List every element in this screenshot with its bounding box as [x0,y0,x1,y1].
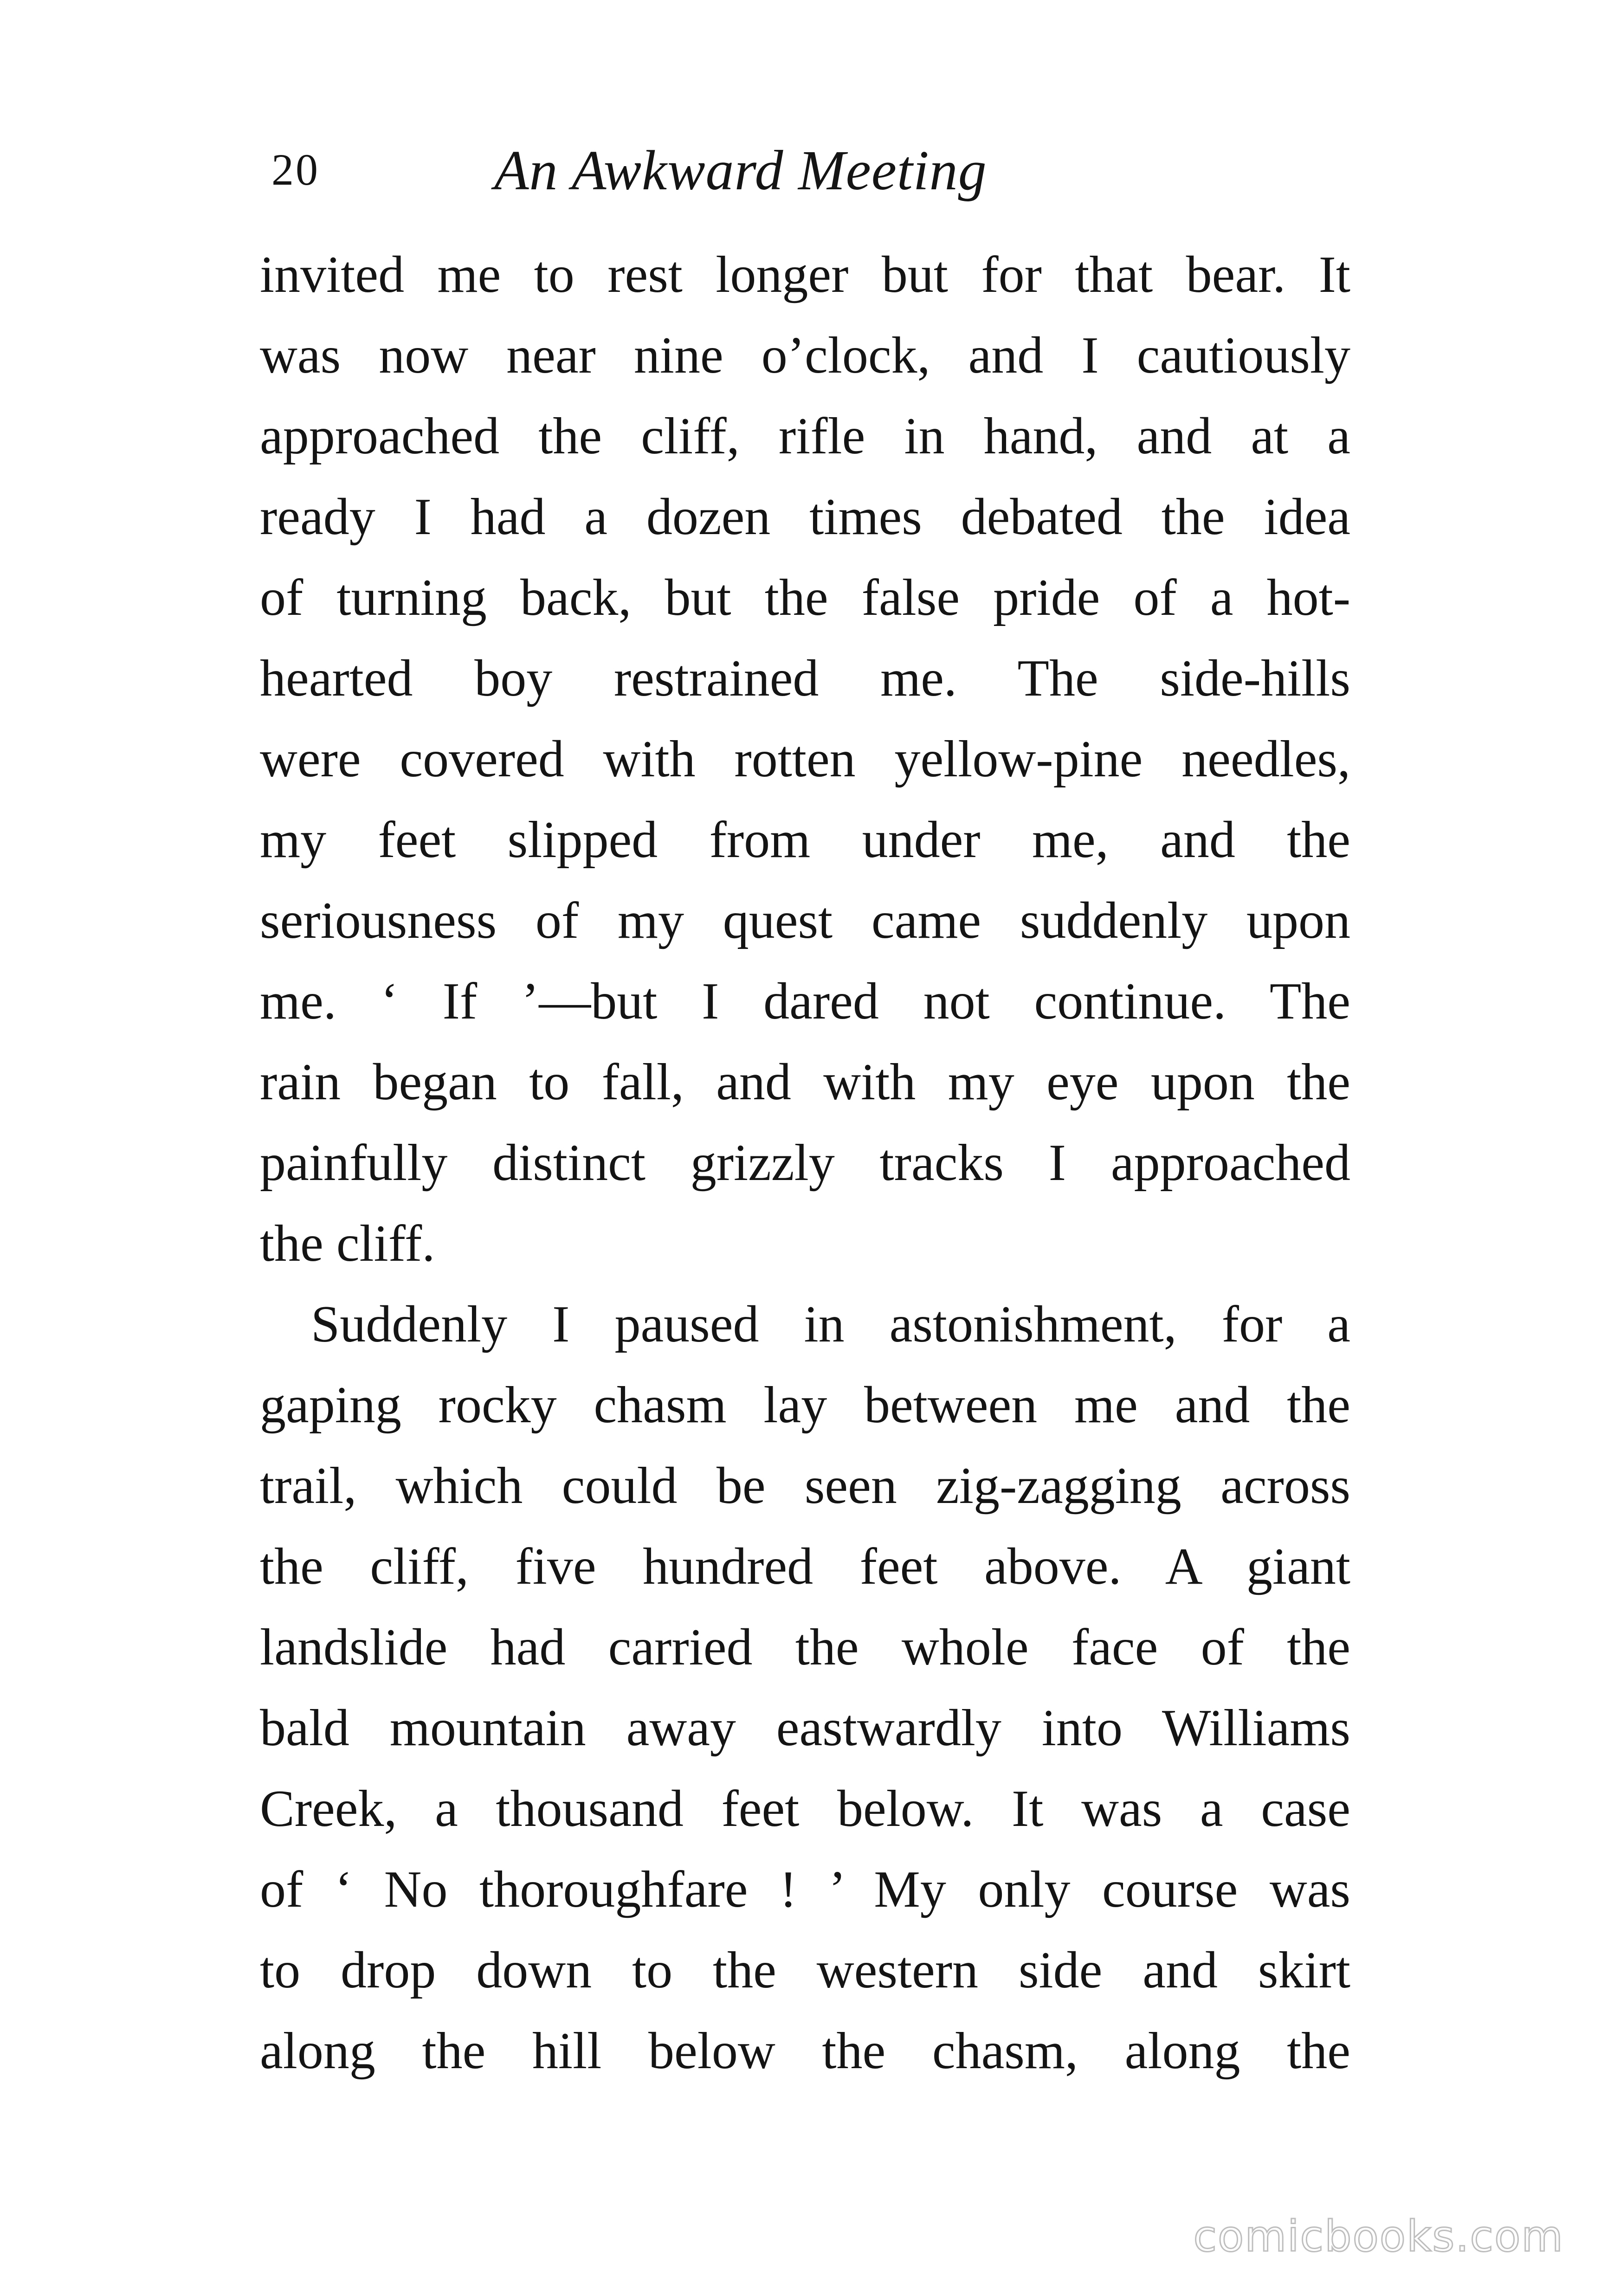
body-text [260,234,1350,2091]
text-line: bald mountain away eastwardly into Williams [260,1699,1350,1757]
text-line: invited me to rest longer but for that bear. It [260,246,1350,303]
text-line: my feet slipped from under me, and the [260,811,1350,869]
text-line: of turning back, but the false pride of a hot- [260,569,1350,626]
text-line: seriousness of my quest came suddenly upon [260,892,1350,949]
text-line: trail, which could be seen zig-zagging across [260,1457,1350,1515]
text-line-paragraph-start: Suddenly I paused in astonishment, for a [311,1296,1350,1353]
text-line: me. ‘ If ’—but I dared not continue. The [260,973,1350,1030]
text-line: approached the cliff, rifle in hand, and at a [260,407,1350,465]
text-line: to drop down to the western side and skirt [260,1941,1350,1999]
text-line: ready I had a dozen times debated the idea [260,488,1350,546]
page-header [271,135,1339,209]
text-line: hearted boy restrained me. The side-hills [260,650,1350,707]
text-line: along the hill below the chasm, along the [260,2022,1350,2080]
running-title: An Awkward Meeting [494,139,987,202]
text-line: of ‘ No thoroughfare ! ’ My only course was [260,1861,1350,1918]
text-line: rain began to fall, and with my eye upon the [260,1053,1350,1111]
text-line: painfully distinct grizzly tracks I approached [260,1134,1350,1192]
page-number: 20 [271,145,320,194]
text-line: Creek, a thousand feet below. It was a case [260,1780,1350,1838]
text-line-last: the cliff. [260,1215,435,1272]
text-line: was now near nine o’clock, and I cautiously [260,327,1350,384]
text-line: were covered with rotten yellow-pine needles, [260,730,1350,788]
watermark: comicbooks.com [1193,2212,1564,2261]
text-line: the cliff, five hundred feet above. A giant [260,1538,1350,1595]
text-line: gaping rocky chasm lay between me and the [260,1376,1350,1434]
text-line: landslide had carried the whole face of the [260,1619,1350,1676]
